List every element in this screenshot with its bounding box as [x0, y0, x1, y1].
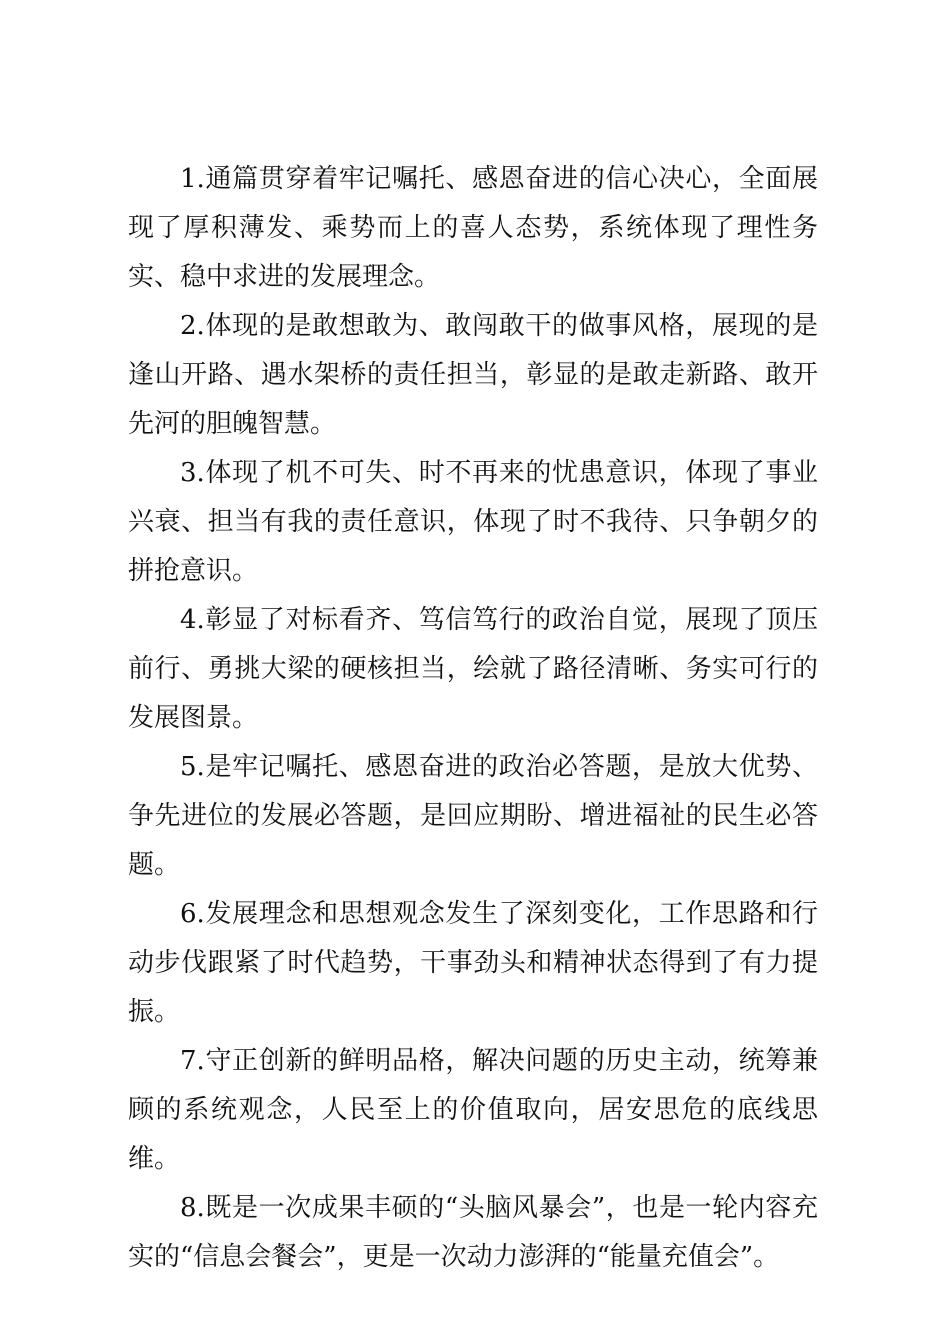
paragraph-8: 8.既是一次成果丰硕的“头脑风暴会”，也是一轮内容充实的“信息会餐会”，更是一次动力澎湃的“能量充值会”。	[128, 1193, 818, 1272]
paragraph-5: 5.是牢记嘱托、感恩奋进的政治必答题，是放大优势、争先进位的发展必答题，是回应期盼、增进福祉的民生必答题。	[128, 752, 818, 880]
paragraph-7: 7.守正创新的鲜明品格，解决问题的历史主动，统筹兼顾的系统观念，人民至上的价值取向，居安思危的底线思维。	[128, 1046, 818, 1174]
paragraph-1: 1.通篇贯穿着牢记嘱托、感恩奋进的信心决心，全面展现了厚积薄发、乘势而上的喜人态势，系统体现了理性务实、稳中求进的发展理念。	[128, 164, 818, 292]
paragraph-6: 6.发展理念和思想观念发生了深刻变化，工作思路和行动步伐跟紧了时代趋势，干事劲头和精神状态得到了有力提振。	[128, 899, 818, 1027]
document-body	[128, 155, 818, 1282]
paragraph-4: 4.彰显了对标看齐、笃信笃行的政治自觉，展现了顶压前行、勇挑大梁的硬核担当，绘就了路径清晰、务实可行的发展图景。	[128, 605, 818, 733]
paragraph-2: 2.体现的是敢想敢为、敢闯敢干的做事风格，展现的是逢山开路、遇水架桥的责任担当，彰显的是敢走新路、敢开先河的胆魄智慧。	[128, 311, 818, 439]
paragraph-3: 3.体现了机不可失、时不再来的忧患意识，体现了事业兴衰、担当有我的责任意识，体现了时不我待、只争朝夕的拼抢意识。	[128, 458, 818, 586]
